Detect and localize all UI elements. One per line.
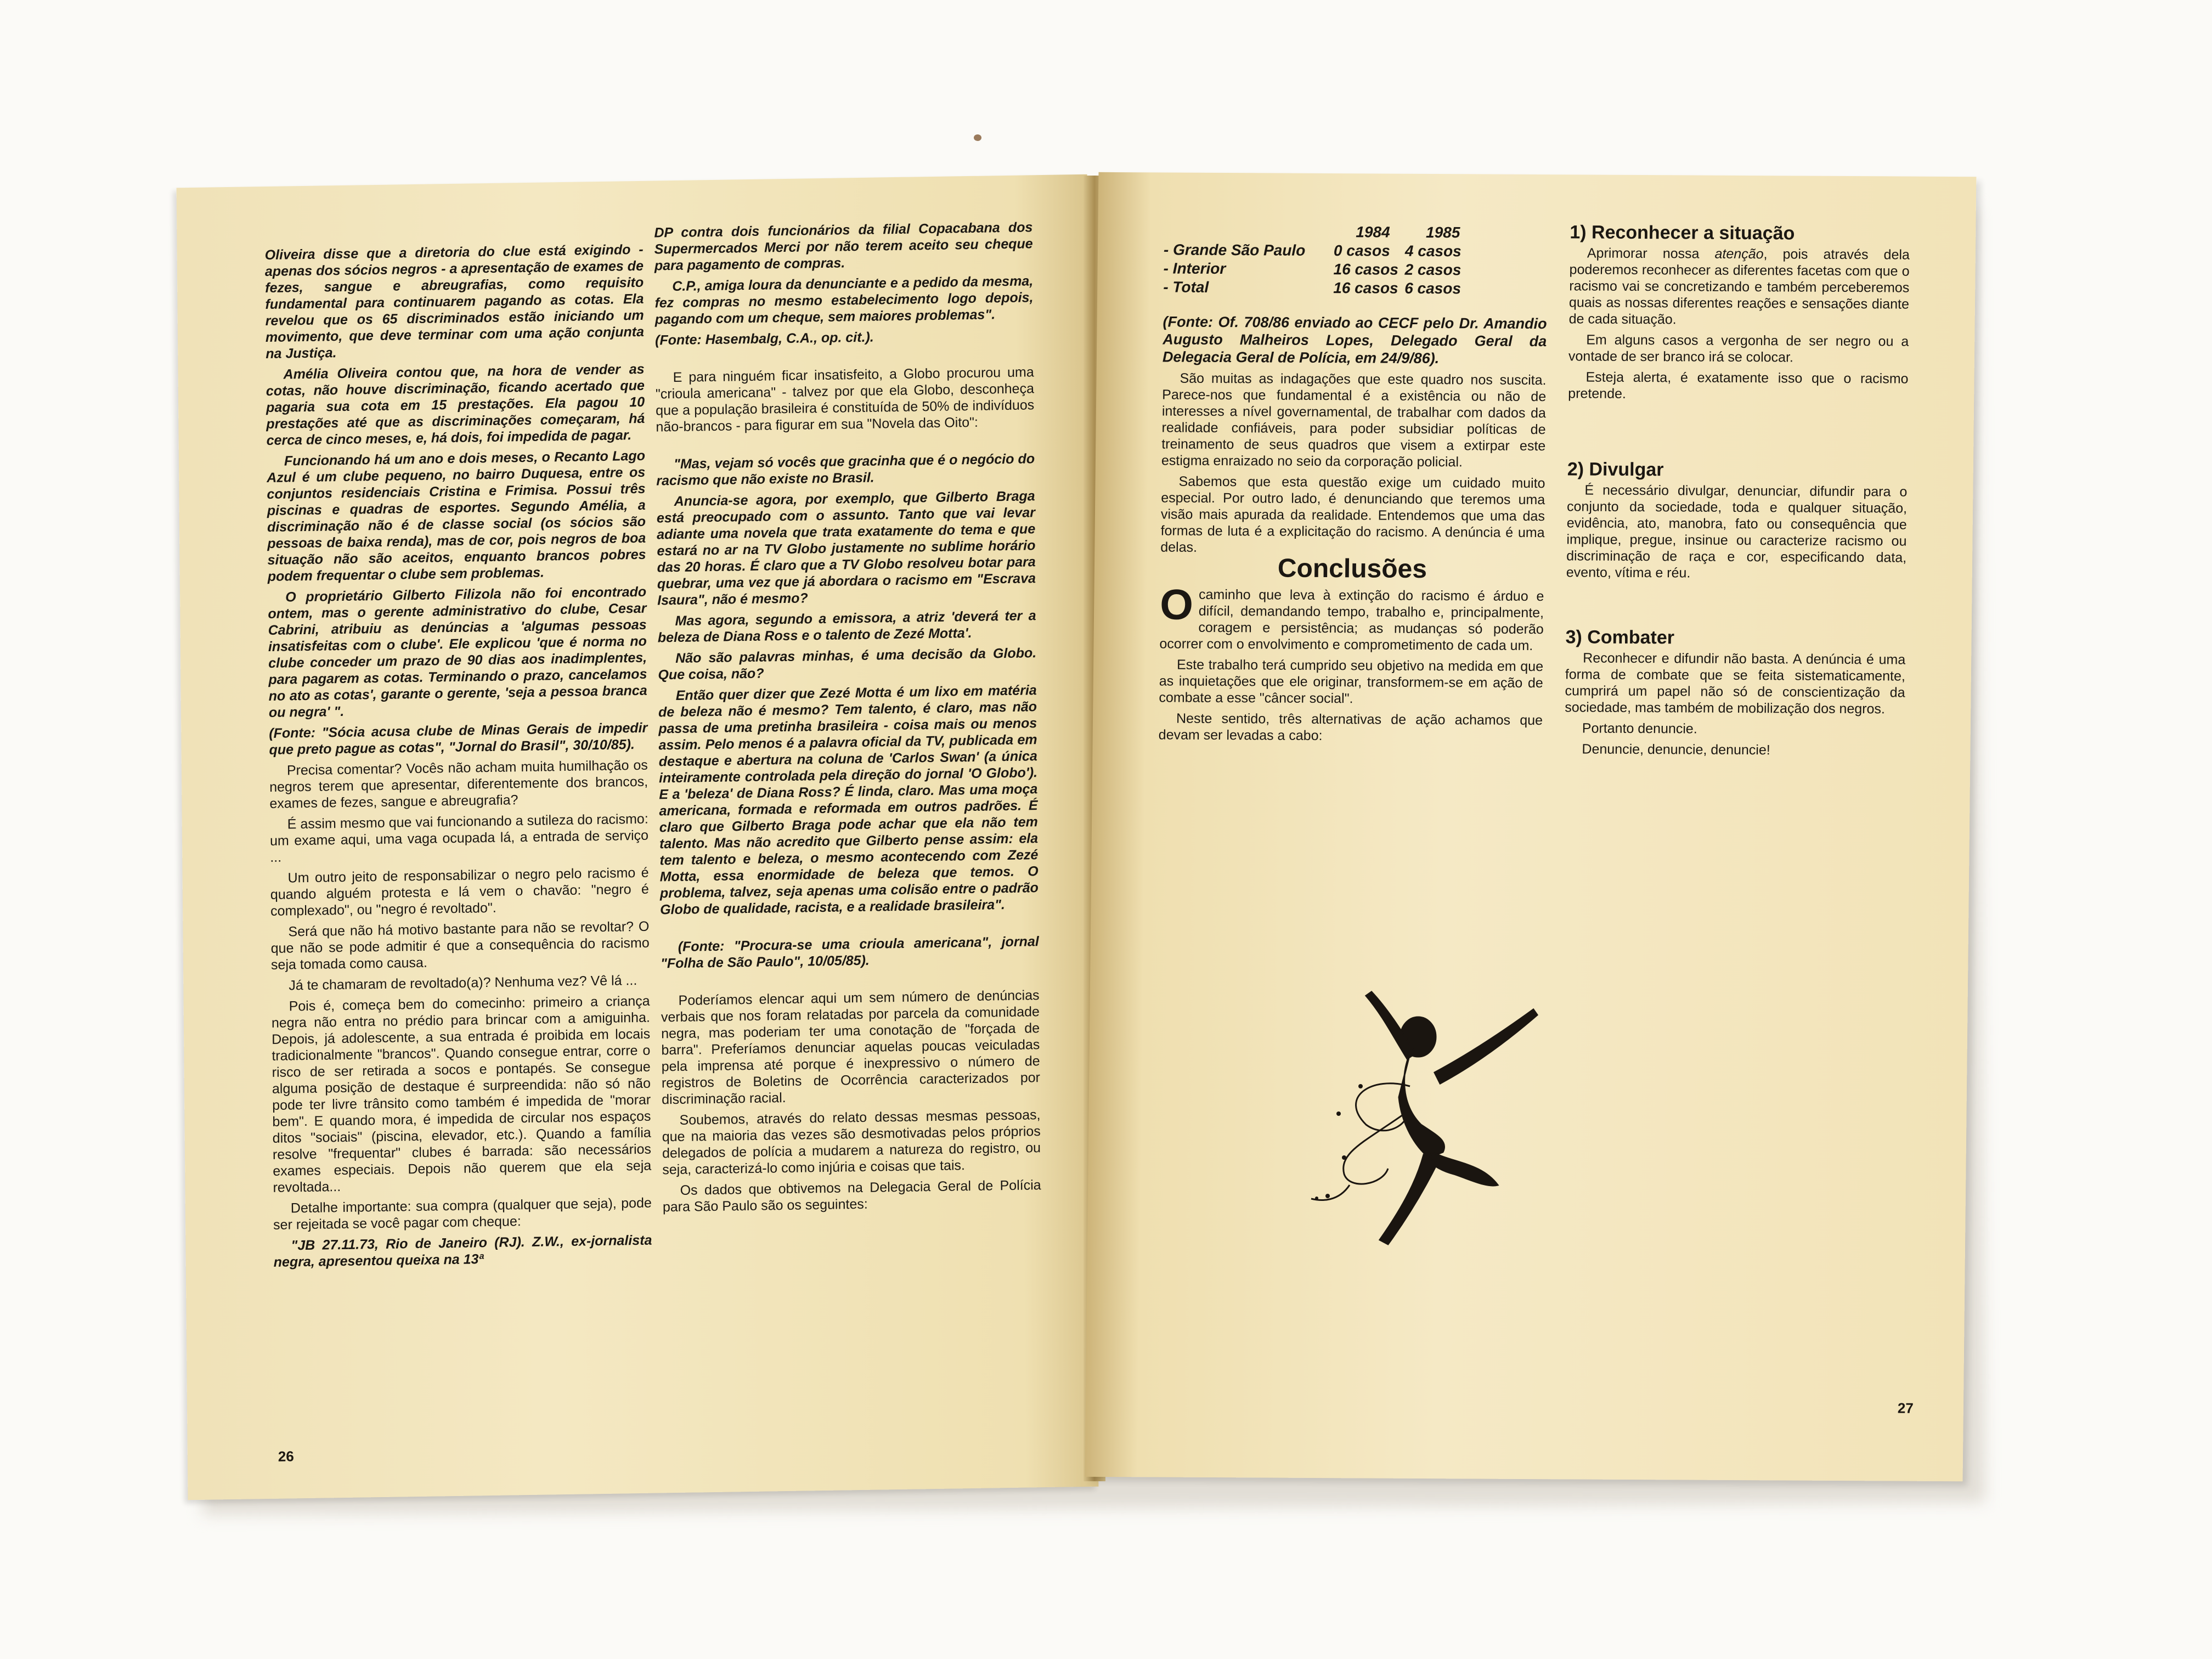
page-number: 27 bbox=[1897, 1400, 1914, 1417]
year-header: 1984 bbox=[1356, 223, 1390, 241]
source-citation: (Fonte: "Procura-se uma crioula americana", jornal "Folha de São Paulo", 10/05/85). bbox=[660, 934, 1039, 972]
left-page bbox=[177, 174, 1099, 1500]
text-block: Oliveira disse que a diretoria do clue está exigindo - apenas dos sócios negros - a apresentação de exames de fezes, sangue e abreugrafias, como requisito fundamental para continuarem pagando as cotas. Ela revelou que os 65 discriminados estão iniciando um movimento, que deve terminar com uma ação conjunta na Justiça. bbox=[264, 241, 645, 362]
dust-speck bbox=[974, 134, 981, 141]
text-block: Pois é, começa bem do comecinho: primeiro a criança negra não entra no prédio para brincar com a amiguinha. Depois, já adolescente, a sua entrada é proibida em locais tradicionalmente "brancos". Quando consegue entrar, corre o risco de ser retirada a socos e pontapés. Se consegue alguma posição de destaque é surpreendida: não só não pode ter livre trânsito como também é impedida de "morar bem". E quando mora, é impedida de circular nos espaços ditos "sociais" (piscina, elevador, etc.). Quando a família resolve "frequentar" clubes é barrada: são necessários exames especiais. Depois não querem que ela seja revoltada... bbox=[271, 993, 652, 1195]
text-block: Denuncie, denuncie, denuncie! bbox=[1582, 741, 1770, 758]
text-block: É assim mesmo que vai funcionando a sutileza do racismo: um exame aqui, uma vaga ocupada lá, a entrada de serviço ... bbox=[269, 811, 649, 865]
page-number: 26 bbox=[278, 1448, 294, 1465]
table-row: - Interior 16 casos 2 casos bbox=[1163, 259, 1462, 279]
year-header: 1985 bbox=[1425, 223, 1460, 241]
text-block: É necessário divulgar, denunciar, difundir para o conjunto da sociedade, toda e qualquer situação, evidência, ato, manobra, fato ou consequência que implique, pregue, insinue ou caracterize racismo ou discriminação de raça e cor, especificando data, evento, vítima e réu. bbox=[1566, 482, 1908, 581]
text-block: Neste sentido, três alternativas de ação achamos que devam ser levadas a cabo: bbox=[1158, 710, 1543, 744]
text-block: Os dados que obtivemos na Delegacia Geral de Polícia para São Paulo são os seguintes: bbox=[662, 1177, 1041, 1215]
text-block: Detalhe importante: sua compra (qualquer que seja), pode ser rejeitada se você pagar com cheque: bbox=[273, 1195, 652, 1233]
text-block: DP contra dois funcionários da filial Copacabana dos Supermercados Merci por não terem aceito seu cheque para pagamento de compras. bbox=[654, 219, 1033, 274]
dancing-figure-illustration bbox=[1306, 977, 1646, 1273]
quote-block: Então quer dizer que Zezé Motta é um lixo em matéria de beleza não é mesmo? Tem talento, é claro, mas não passa de uma pretinha brasileira - coisa mais ou menos assim. Pelo menos é a palavra oficial da TV, publicada em destaque e abertura na coluna de 'Carlos Swan' (a única inteiramente controlada pela direção do jornal 'O Globo'). E a 'beleza' de Diana Ross? É linda, claro. Mas uma moça americana, formada e reformada em outros padrões. É claro que Gilberto Braga pode achar que ela não tem talento. Mas não acredito que Gilberto pense assim: ela tem talento e beleza, o mesmo acontecendo com Zezé Motta, essa enormidade de beleza que temos. O problema, talvez, seja apenas uma colisão entre o padrão Globo de qualidade, racista, e a realidade brasileira". bbox=[658, 682, 1039, 918]
quote-block: Mas agora, segundo a emissora, a atriz 'deverá ter a beleza de Diana Ross e o talento de Zezé Motta'. bbox=[657, 608, 1036, 646]
dancer-icon bbox=[1306, 977, 1646, 1273]
right-page-column-2 bbox=[1564, 224, 1910, 763]
text-block: Já te chamaram de revoltado(a)? Nenhuma vez? Vê lá ... bbox=[289, 973, 637, 994]
cases-table bbox=[1163, 222, 1548, 298]
text-block: Funcionando há um ano e dois meses, o Recanto Lago Azul é um clube pequeno, no bairro Duquesa, entre os conjuntos residenciais Cristina e Frimisa. Possui três piscinas e quadras de esportes. Segundo Amélia, a discriminação não é de classe social (os sócios são pessoas de baixa renda), mas de cor, pois negros de boa situação não são aceitos, enquanto brancos pobres podem frequentar o clube sem problemas. bbox=[267, 448, 646, 584]
right-page bbox=[1085, 172, 1977, 1481]
text-block: Portanto denuncie. bbox=[1582, 720, 1697, 737]
text-block: Poderíamos elencar aqui um sem número de denúncias verbais que nos foram relatadas por parcela da comunidade negra, mas poderiam ter uma conotação de "forçada de barra". Preferíamos denunciar aquelas poucas veiculadas pela imprensa até porque é inexpressivo o número de registros de Boletins de Ocorrência caracterizados por discriminação racial. bbox=[661, 988, 1041, 1108]
table-header bbox=[1164, 222, 1548, 242]
section-heading: Conclusões bbox=[1277, 554, 1427, 584]
text-block: Será que não há motivo bastante para não se revoltar? O que não se pode admitir é que a consequência do racismo seja tomada como causa. bbox=[270, 918, 650, 973]
text-block: Reconhecer e difundir não basta. A denúncia é uma forma de combate que se feita sistematicamente, cumprirá um papel não só de conscientização da sociedade, mas também de mobilização dos negros. bbox=[1565, 650, 1906, 717]
text-block: Esteja alerta, é exatamente isso que o racismo pretende. bbox=[1568, 369, 1909, 402]
text-block: Aprimorar nossa atenção, pois através dela poderemos reconhecer as diferentes facetas com que o racismo vai se concretizando e também perceberemos quais as nossas diferentes reações e sensações diante de cada situação. bbox=[1568, 245, 1910, 328]
right-page-column-1 bbox=[1159, 222, 1548, 749]
quote-block: "Mas, vejam só vocês que gracinha que é o negócio do racismo que não existe no Brasil. bbox=[656, 451, 1035, 489]
subsection-heading: 1) Reconhecer a situação bbox=[1570, 222, 1795, 244]
text-block: Amélia Oliveira contou que, na hora de vender as cotas, não houve discriminação, ficando acertado que pagaria sua cota em 15 prestações. Ela pagou 10 prestações até que as discriminações começaram, há cerca de cinco meses, e, há dois, foi impedida de pagar. bbox=[266, 361, 645, 449]
text-block: Soubemos, através do relato dessas mesmas pessoas, que na maioria das vezes são desmotivadas pelos próprios delegados de polícia a mudarem a natureza do registro, ou seja, caracterizá-lo como injúria e coisas que tais. bbox=[662, 1107, 1041, 1178]
source-citation: (Fonte: Of. 708/86 enviado ao CECF pelo Dr. Amandio Augusto Malheiros Lopes, Delegado Geral da Delegacia Geral de Polícia, em 24/9/86). bbox=[1162, 313, 1547, 367]
subsection-heading: 2) Divulgar bbox=[1567, 459, 1664, 481]
quote-block: Anuncia-se agora, por exemplo, que Gilberto Braga está preocupado com o assunto. Tanto que vai levar adiante uma novela que trata exatamente do tema e que estará no ar na TV Globo justamente no sublime horário das 20 horas. É claro que a TV Globo resolveu botar para quebrar, uma vez que já abordara o racismo em "Escrava Isaura", não é mesmo? bbox=[656, 488, 1036, 608]
text-block: Este trabalho terá cumprido seu objetivo na medida em que as inquietações que ele originar, transformem-se em ação de combate a esse "câncer social". bbox=[1159, 657, 1544, 707]
quote-block: "JB 27.11.73, Rio de Janeiro (RJ). Z.W., ex-jornalista negra, apresentou queixa na 13ª bbox=[273, 1232, 652, 1270]
left-page-column-1 bbox=[265, 241, 652, 1275]
source-citation: (Fonte: Hasembalg, C.A., op. cit.). bbox=[654, 329, 874, 348]
subsection-heading: 3) Combater bbox=[1565, 627, 1675, 648]
source-citation: (Fonte: "Sócia acusa clube de Minas Gerais de impedir que preto pague as cotas", "Jornal do Brasil", 30/10/85). bbox=[269, 720, 648, 758]
drop-cap: O bbox=[1159, 580, 1194, 629]
quote-block: Não são palavras minhas, é uma decisão da Globo. Que coisa, não? bbox=[658, 645, 1037, 683]
text-block: Sabemos que esta questão exige um cuidado muito especial. Por outro lado, é denunciando que teremos uma visão mais apurada da realidade. Entendemos que uma das formas de luta é a explicitação do racismo. A denúncia é uma delas. bbox=[1160, 473, 1545, 555]
text-block: Em alguns casos a vergonha de ser negro ou a vontade de ser branco irá se colocar. bbox=[1568, 332, 1909, 365]
text-block: São muitas as indagações que este quadro nos suscita. Parece-nos que fundamental é a existência ou não de interesses a nível governamental, de trabalhar com dados da realidade confiáveis, para poder subsidiar políticas de treinamento de seus quadros que visem a extirpar este estigma enraizado no seio da corporação policial. bbox=[1161, 370, 1547, 470]
text-block: Um outro jeito de responsabilizar o negro pelo racismo é quando alguém protesta e lá vem o chavão: "negro é complexado", ou "negro é revoltado". bbox=[270, 865, 649, 919]
left-page-column-2 bbox=[654, 219, 1041, 1220]
text-block: C.P., amiga loura da denunciante e a pedido da mesma, fez compras no mesmo estabelecimento logo depois, pagando com um cheque, sem maiores problemas". bbox=[654, 273, 1034, 328]
text-block: Ocaminho que leva à extinção do racismo é árduo e difícil, demandando tempo, trabalho e, principalmente, coragem e persistência; as mudanças só poderão ocorrer com o envolvimento e comprometimento de cada um. bbox=[1159, 580, 1544, 654]
table-row: - Total 16 casos 6 casos bbox=[1163, 278, 1462, 297]
table-row: - Grande São Paulo 0 casos 4 casos bbox=[1163, 241, 1462, 260]
text-block: E para ninguém ficar insatisfeito, a Globo procurou uma "crioula americana" - talvez por que ela Globo, desconheça que a população brasileira é constituída de 50% de indivíduos não-brancos - para figurar em sua "Novela das Oito": bbox=[655, 364, 1035, 435]
text-block: Precisa comentar? Vocês não acham muita humilhação os negros terem que apresentar, diferentemente dos brancos, exames de fezes, sangue e abreugrafia? bbox=[269, 757, 648, 811]
text-block: O proprietário Gilberto Filizola não foi encontrado ontem, mas o gerente administrativo do clube, Cesar Cabrini, atribuiu as denúncias a 'algumas pessoas insatisfeitas com o clube'. Ele explicou 'que é norma no clube conceder um prazo de 90 dias aos inadimplentes, para pagarem as cotas. Terminando o prazo, cancelamos no ato as cotas', garante o gerente, 'seja a pessoa branca ou negra' ". bbox=[268, 584, 647, 720]
